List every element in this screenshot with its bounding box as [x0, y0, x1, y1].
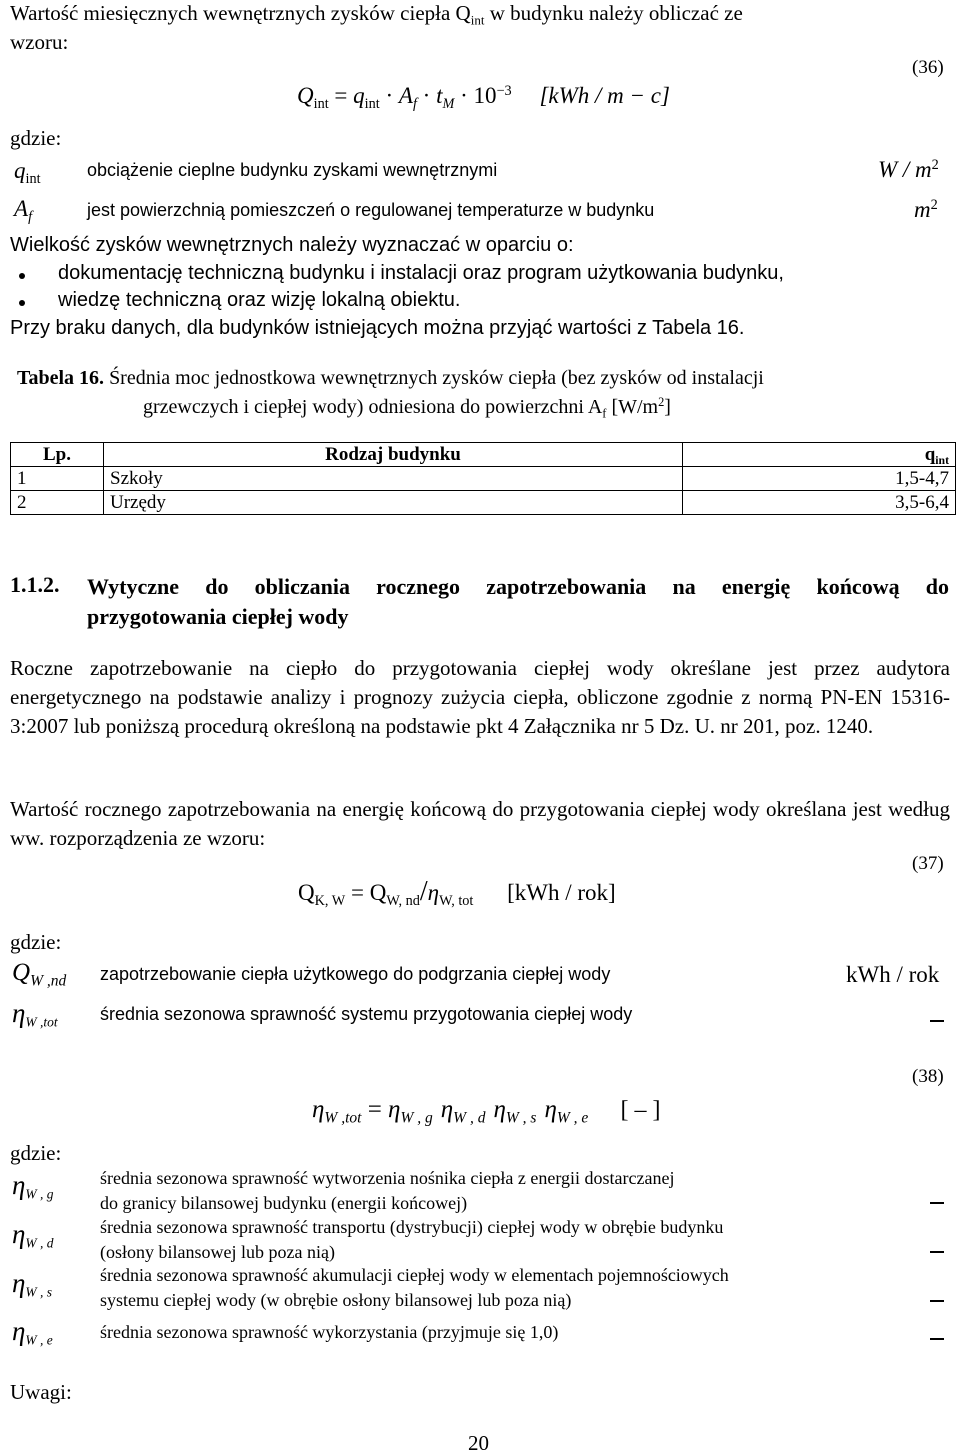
eq36-q-sub: int: [364, 95, 380, 112]
table-row: [11, 491, 956, 515]
bullet-dot: [19, 273, 25, 279]
gdzie-label-1: gdzie:: [10, 126, 62, 150]
eq38-factor-sub: W , s: [505, 1109, 537, 1127]
paragraph-1: Roczne zapotrzebowanie na ciepło do przygotowania ciepłej wody określane jest przez audytora energetycznego na podstawie analizy i prognozy zużycia ciepła, obliczone zgodnie z normą PN-EN 15316-3:2007 lub poniższą procedurą określoną na podstawie pkt 4 Załącznika nr 5 Dz. U. nr 201, poz. 1240.: [10, 656, 950, 738]
eq36-dot: ·: [454, 83, 474, 108]
def-sym-text: η: [12, 1316, 26, 1346]
table-cell-lp: 2: [11, 491, 104, 515]
table-cell-q: 3,5-6,4: [683, 491, 956, 515]
gains-lack: Przy braku danych, dla budynków istniejących można przyjąć wartości z Tabela 16.: [10, 317, 745, 339]
def-sym-text: η: [12, 1219, 26, 1249]
gains-lead: Wielkość zysków wewnętrznych należy wyznaczać w oparciu o:: [10, 234, 574, 256]
eq36-A-sub: f: [412, 95, 417, 112]
def-sym-sub: f: [28, 208, 33, 225]
bullet-item: wiedzę techniczną oraz wizję lokalną obiektu.: [58, 289, 461, 311]
bullet-dot: [19, 300, 25, 306]
eq37-slash: /: [419, 876, 428, 907]
def-text: zapotrzebowanie ciepła użytkowego do podgrzania ciepłej wody: [100, 964, 611, 984]
def-sym-sub: W ,tot: [25, 1014, 58, 1030]
eq36-t: t: [436, 83, 443, 108]
eq38-factor-sub: W , d: [453, 1109, 486, 1127]
table-header-q-text: q: [924, 444, 936, 465]
def-sym-sub: W ,nd: [30, 972, 67, 990]
eq38-factor-sub: W , g: [400, 1109, 433, 1127]
def-text-line: do granicy bilansowej budynku (energii końcowej): [100, 1193, 468, 1213]
eq36-exp: −3: [496, 83, 512, 100]
eq37-eq: =: [345, 880, 370, 905]
def-unit: kWh / rok: [846, 962, 940, 987]
section-title: [87, 572, 949, 632]
table-16-caption-label: Tabela 16.: [17, 367, 105, 389]
eq36-Q-sub: int: [313, 95, 329, 112]
eq37-Q2-sub: W, nd: [386, 892, 420, 909]
def-text: [100, 1167, 674, 1214]
table-header-row: [11, 443, 956, 467]
gdzie-label-3: gdzie:: [10, 1141, 62, 1165]
def-text-line: średnia sezonowa sprawność transportu (dystrybucji) ciepłej wody w obrębie budynku: [100, 1217, 724, 1237]
def-unit: [914, 197, 938, 223]
def-text-line: średnia sezonowa sprawność wytworzenia nośnika ciepła z energii dostarczanej: [100, 1168, 675, 1188]
gdzie-label-2: gdzie:: [10, 930, 62, 954]
eq36-A: A: [398, 83, 413, 108]
def-symbol: [14, 158, 41, 187]
table-16-caption-close: ]: [664, 396, 671, 418]
paragraph-2: Wartość rocznego zapotrzebowania na energię końcową do przygotowania ciepłej wody określana jest według ww. rozporządzenia ze wzoru:: [10, 797, 950, 850]
eq38-factor: η: [440, 1096, 454, 1123]
equation-36: [297, 83, 670, 112]
table-cell-type: Szkoły: [104, 467, 683, 491]
table-16-caption-sub: f: [602, 406, 607, 421]
section-title-line-1: Wytyczne do obliczania rocznego zapotrzebowania na energię końcową do: [87, 574, 949, 599]
table-16: [10, 442, 956, 515]
intro-sub: int: [470, 12, 485, 28]
def-text: [100, 1264, 729, 1311]
equation-37-number: (37): [912, 853, 944, 874]
eq38-factor: η: [544, 1096, 557, 1123]
equation-37: [298, 876, 616, 908]
table-16-caption-line-1: [17, 367, 764, 390]
section-title-line-2: przygotowania ciepłej wody: [87, 604, 349, 629]
eq38-lhs: η: [312, 1096, 325, 1123]
eq37-unit: [kWh / rok]: [507, 880, 616, 905]
def-text: jest powierzchnią pomieszczeń o regulowanej temperaturze w budynku: [87, 200, 655, 220]
bullet-item: dokumentację techniczną budynku i instalacji oraz program użytkowania budynku,: [58, 262, 784, 284]
eq38-eq: =: [361, 1096, 389, 1123]
def-unit: [878, 157, 939, 183]
table-cell-type: Urzędy: [104, 491, 683, 515]
def-symbol: [12, 1170, 54, 1201]
intro-text: Wartość miesięcznych wewnętrznych zysków ciepła Q: [10, 1, 471, 25]
table-header-q: [683, 443, 956, 467]
table-header-q-sub: int: [935, 454, 949, 468]
table-cell-q: 1,5-4,7: [683, 467, 956, 491]
eq38-unit: [ – ]: [620, 1097, 661, 1123]
eq36-Q: Q: [297, 83, 314, 108]
def-text-line: systemu ciepłej wody (w obrębie osłony bilansowej lub poza nią): [100, 1290, 572, 1310]
def-text: średnia sezonowa sprawność systemu przygotowania ciepłej wody: [100, 1004, 633, 1024]
def-symbol: [12, 1219, 54, 1250]
def-text: obciążenie cieplne budynku zyskami wewnętrznymi: [87, 160, 498, 180]
eq36-unit: [kWh / m − c]: [539, 83, 670, 108]
eq38-factor: η: [388, 1096, 401, 1123]
def-unit-sup: 2: [930, 197, 938, 214]
table-header-lp: Lp.: [11, 443, 104, 467]
eq38-lhs-sub: W ,tot: [324, 1109, 362, 1127]
eq36-t-sub: M: [442, 95, 455, 112]
eq37-eta: η: [427, 880, 440, 905]
table-16-caption-sup: 2: [658, 395, 665, 410]
def-sym-text: A: [14, 196, 29, 221]
eq38-factor: η: [493, 1096, 506, 1123]
def-text-line: (osłony bilansowej lub poza nią): [100, 1242, 335, 1262]
def-unit-sup: 2: [931, 157, 939, 174]
dimensionless-dash: [930, 1020, 944, 1022]
def-symbol: [12, 959, 67, 990]
page-number: 20: [468, 1431, 489, 1455]
def-text-line: średnia sezonowa sprawność akumulacji ciepłej wody w elementach pojemnościowych: [100, 1265, 729, 1285]
def-sym-sub: W , s: [25, 1284, 53, 1300]
def-sym-sub: W , d: [25, 1235, 54, 1251]
intro-text-end: w budynku należy obliczać ze: [484, 1, 743, 25]
equation-36-number: (36): [912, 57, 944, 78]
eq37-Q1-sub: K, W: [314, 892, 346, 909]
def-unit-text: m: [914, 197, 931, 222]
def-symbol: [14, 196, 33, 225]
def-symbol: [12, 1268, 52, 1299]
def-symbol: [12, 1316, 53, 1347]
def-sym-text: η: [12, 1170, 26, 1200]
def-sym-text: η: [12, 998, 26, 1028]
eq37-eta-sub: W, tot: [439, 892, 474, 909]
def-sym-text: η: [12, 1268, 26, 1298]
def-text-line: średnia sezonowa sprawność wykorzystania (przyjmuje się 1,0): [100, 1322, 559, 1342]
def-unit-text: W / m: [878, 157, 932, 182]
eq36-q: q: [353, 83, 365, 108]
eq36-dot: ·: [416, 83, 437, 108]
def-sym-text: Q: [12, 959, 31, 986]
table-cell-lp: 1: [11, 467, 104, 491]
table-header-type: Rodzaj budynku: [104, 443, 683, 467]
notes-label: Uwagi:: [10, 1380, 72, 1404]
dimensionless-dash: [930, 1251, 944, 1253]
equation-38-number: (38): [912, 1066, 944, 1087]
dimensionless-dash: [930, 1300, 944, 1302]
def-symbol: [12, 998, 58, 1029]
table-16-caption-line-2: [143, 396, 671, 419]
def-sym-text: q: [14, 158, 26, 183]
def-text: [100, 1216, 723, 1263]
intro-line-1: [10, 1, 743, 26]
table-16-caption-text: grzewczych i ciepłej wody) odniesiona do powierzchni A: [143, 396, 603, 418]
eq36-dot: ·: [379, 83, 399, 108]
table-row: [11, 467, 956, 491]
def-sym-sub: int: [25, 170, 41, 187]
eq36-eq: =: [328, 83, 354, 108]
table-16-caption-text: Średnia moc jednostkowa wewnętrznych zysków ciepła (bez zysków od instalacji: [104, 367, 764, 389]
section-number: 1.1.2.: [10, 572, 60, 597]
table-16-caption-unit: [W/m: [606, 396, 659, 418]
def-sym-sub: W , g: [25, 1186, 54, 1202]
dimensionless-dash: [930, 1202, 944, 1204]
dimensionless-dash: [930, 1338, 944, 1340]
def-sym-sub: W , e: [25, 1332, 53, 1348]
equation-38: [312, 1096, 661, 1127]
eq36-ten: 10: [473, 83, 497, 108]
eq37-Q1: Q: [298, 880, 315, 905]
def-text: [100, 1321, 558, 1343]
eq37-Q2: Q: [369, 880, 387, 905]
intro-line-2: wzoru:: [10, 30, 69, 54]
eq38-factor-sub: W , e: [556, 1109, 589, 1127]
